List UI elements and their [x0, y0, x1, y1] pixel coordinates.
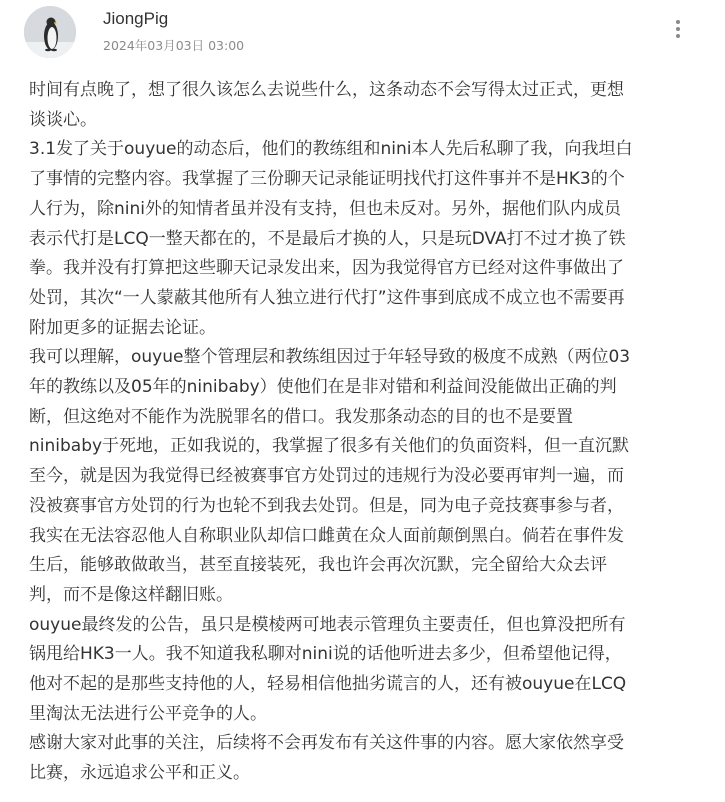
- text-line: 生后，能够敢做敢当，甚至直接装死，我也许会再次沉默，完全留给大众去评: [29, 555, 607, 576]
- post-body: [29, 76, 701, 789]
- post-paragraph-2: [29, 135, 701, 343]
- text-line: 没被赛事官方处罚的行为也轮不到我去处罚。但是，同为电子竞技赛事参与者，: [29, 495, 624, 516]
- more-vertical-icon: [675, 19, 681, 39]
- post-timestamp: 2024年03月03日 03:00: [103, 38, 245, 53]
- text-line: 表示代打是LCQ一整天都在的，不是最后才换的人，只是玩DVA打不过才换了铁: [29, 228, 626, 249]
- penguin-avatar-icon: [24, 6, 76, 58]
- text-line: 他对不起的是那些支持他的人，轻易相信他拙劣谎言的人，还有被ouyue在LCQ: [29, 674, 627, 695]
- text-line: 判，而不是像这样翻旧账。: [29, 584, 233, 605]
- text-line: 谈谈心。: [29, 109, 97, 130]
- text-line: ninibaby于死地，正如我说的，我掌握了很多有关他们的负面资料，但一直沉默: [29, 436, 630, 457]
- more-options-button[interactable]: [663, 14, 693, 44]
- text-line: 断，但这绝对不能作为洗脱罪名的借口。我发那条动态的目的也不是要置: [29, 406, 573, 427]
- text-line: 里淘汰无法进行公平竞争的人。: [29, 703, 267, 724]
- text-line: 了事情的完整内容。我掌握了三份聊天记录能证明找代打这件事并不是HK3的个: [29, 169, 625, 190]
- post-paragraph-3: [29, 343, 701, 610]
- text-line: 我实在无法容忍他人自称职业队却信口雌黄在众人面前颠倒黑白。倘若在事件发: [29, 525, 624, 546]
- text-line: 拳。我并没有打算把这些聊天记录发出来，因为我觉得官方已经对这件事做出了: [29, 258, 624, 279]
- text-line: 附加更多的证据去论证。: [29, 317, 216, 338]
- text-line: 我可以理解，ouyue整个管理层和教练组因过于年轻导致的极度不成熟（两位03: [29, 347, 631, 368]
- text-line: 3.1发了关于ouyue的动态后，他们的教练组和nini本人先后私聊了我，向我坦白: [29, 139, 633, 160]
- author-name[interactable]: JiongPig: [103, 9, 169, 28]
- post-paragraph-1: [29, 76, 701, 135]
- text-line: ouyue最终发的公告，虽只是模棱两可地表示管理负主要责任，但也算没把所有: [29, 614, 626, 635]
- post-paragraph-5: [29, 729, 701, 788]
- text-line: 比赛，永远追求公平和正义。: [29, 763, 250, 784]
- text-line: 感谢大家对此事的关注，后续将不会再发布有关这件事的内容。愿大家依然享受: [29, 733, 624, 754]
- text-line: 年的教练以及05年的ninibaby）使他们在是非对错和利益间没能做出正确的判: [29, 377, 617, 398]
- text-line: 时间有点晚了，想了很久该怎么去说些什么，这条动态不会写得太过正式，更想: [29, 80, 624, 100]
- text-line: 处罚，其次“一人蒙蔽其他所有人独立进行代打”这件事到底成不成立也不需要再: [29, 287, 625, 308]
- post-paragraph-4: [29, 611, 701, 730]
- avatar[interactable]: [24, 6, 76, 58]
- text-line: 锅甩给HK3一人。我不知道我私聊对nini说的话他听进去多少，但希望他记得，: [29, 644, 622, 665]
- text-line: 至今，就是因为我觉得已经被赛事官方处罚过的违规行为没必要再审判一遍，而: [29, 466, 624, 487]
- text-line: 人行为，除nini外的知情者虽并没有支持，但也未反对。另外，据他们队内成员: [29, 198, 621, 219]
- post-header: [0, 0, 725, 70]
